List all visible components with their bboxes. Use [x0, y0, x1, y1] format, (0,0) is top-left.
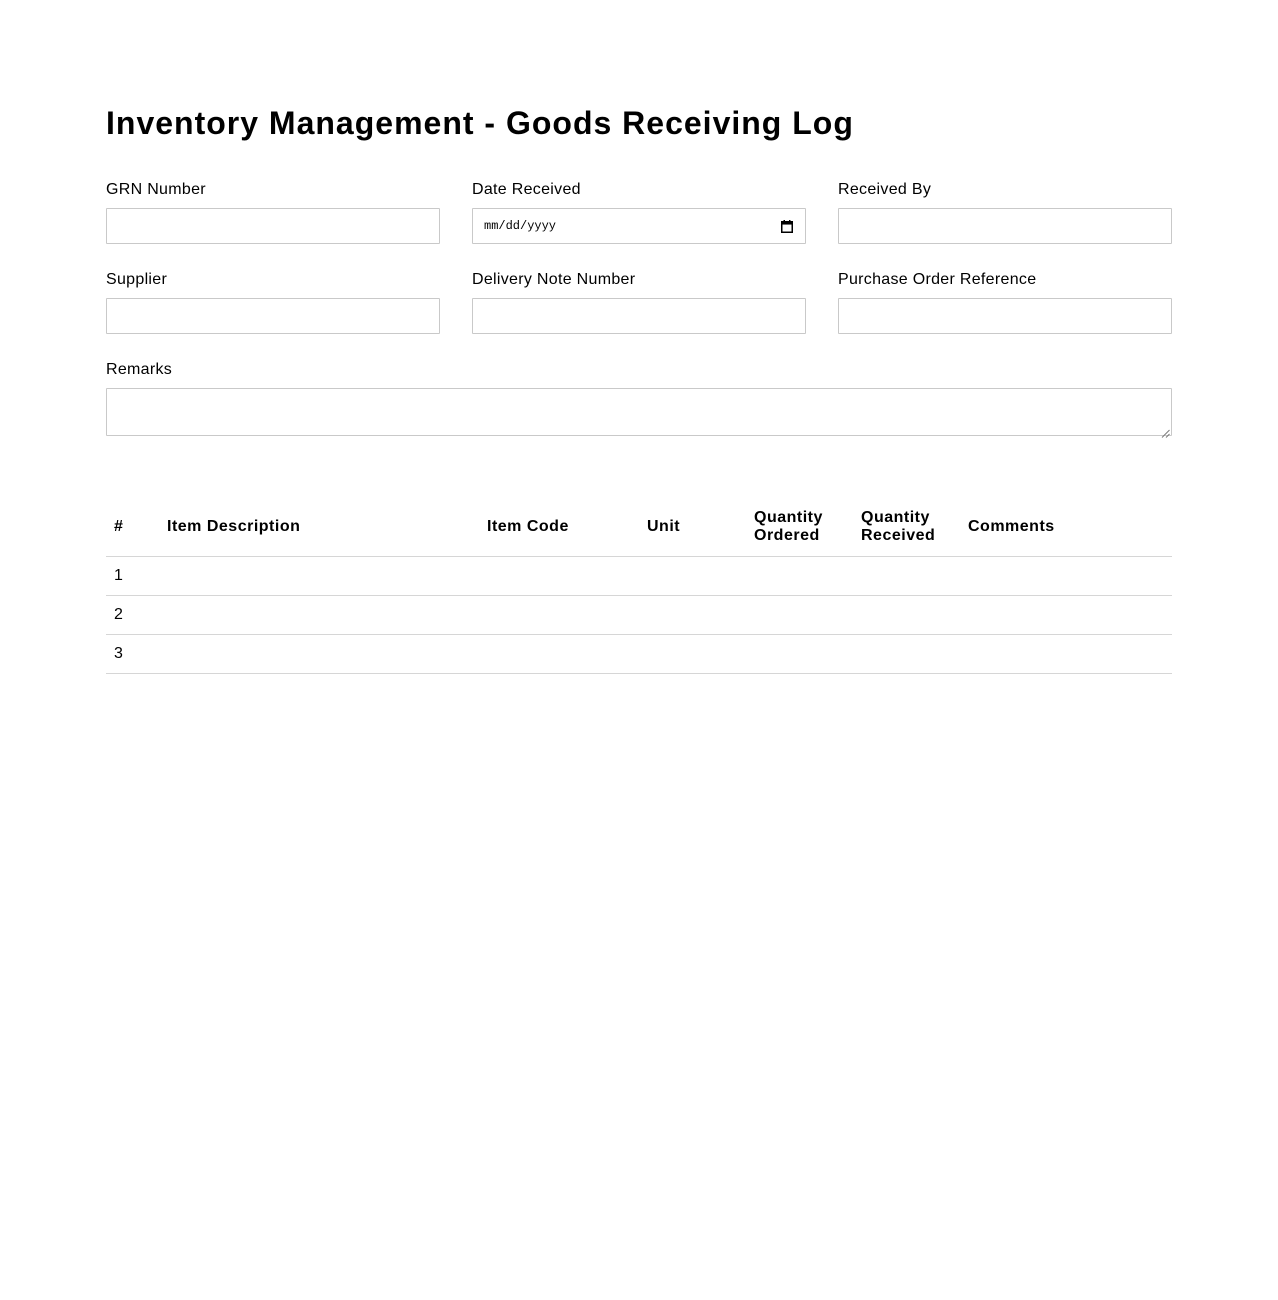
quantity-ordered-cell[interactable] [746, 596, 853, 635]
quantity-ordered-cell[interactable] [746, 635, 853, 674]
supplier-input[interactable] [106, 298, 440, 334]
quantity-ordered-cell[interactable] [746, 557, 853, 596]
item-description-cell[interactable] [159, 596, 479, 635]
item-code-cell[interactable] [479, 596, 639, 635]
col-header-quantity-received: Quantity Received [853, 498, 960, 557]
table-row [106, 557, 1172, 596]
col-header-quantity-ordered: Quantity Ordered [746, 498, 853, 557]
col-header-comments: Comments [960, 498, 1172, 557]
table-header-row [106, 498, 1172, 557]
item-code-cell[interactable] [479, 635, 639, 674]
col-header-item-code: Item Code [479, 498, 639, 557]
delivery-note-number-label: Delivery Note Number [472, 271, 636, 288]
col-header-unit: Unit [639, 498, 746, 557]
unit-cell[interactable] [639, 596, 746, 635]
item-description-cell[interactable] [159, 635, 479, 674]
col-header-item-description: Item Description [159, 498, 479, 557]
item-code-cell[interactable] [479, 557, 639, 596]
comments-cell[interactable] [960, 557, 1172, 596]
date-placeholder: mm/dd/yyyy [484, 219, 557, 233]
delivery-note-number-input[interactable] [472, 298, 806, 334]
remarks-label: Remarks [106, 361, 173, 378]
purchase-order-reference-label: Purchase Order Reference [838, 271, 1037, 288]
table-row [106, 596, 1172, 635]
supplier-label: Supplier [106, 271, 168, 288]
calendar-icon[interactable] [781, 220, 793, 233]
quantity-received-cell[interactable] [853, 635, 960, 674]
comments-cell[interactable] [960, 596, 1172, 635]
row-index: 2 [106, 596, 159, 635]
unit-cell[interactable] [639, 635, 746, 674]
row-index: 3 [106, 635, 159, 674]
purchase-order-reference-input[interactable] [838, 298, 1172, 334]
page-title: Inventory Management - Goods Receiving Log [106, 105, 854, 141]
row-index: 1 [106, 557, 159, 596]
quantity-received-cell[interactable] [853, 557, 960, 596]
items-table [106, 498, 1172, 674]
received-by-input[interactable] [838, 208, 1172, 244]
remarks-textarea[interactable] [106, 388, 1172, 436]
item-description-cell[interactable] [159, 557, 479, 596]
col-header-index: # [106, 498, 159, 557]
grn-number-input[interactable] [106, 208, 440, 244]
table-row [106, 635, 1172, 674]
date-received-input[interactable] [472, 208, 806, 244]
date-received-label: Date Received [472, 181, 581, 198]
received-by-label: Received By [838, 181, 932, 198]
grn-number-label: GRN Number [106, 181, 206, 198]
unit-cell[interactable] [639, 557, 746, 596]
resize-grip-icon[interactable] [1161, 425, 1170, 434]
comments-cell[interactable] [960, 635, 1172, 674]
quantity-received-cell[interactable] [853, 596, 960, 635]
